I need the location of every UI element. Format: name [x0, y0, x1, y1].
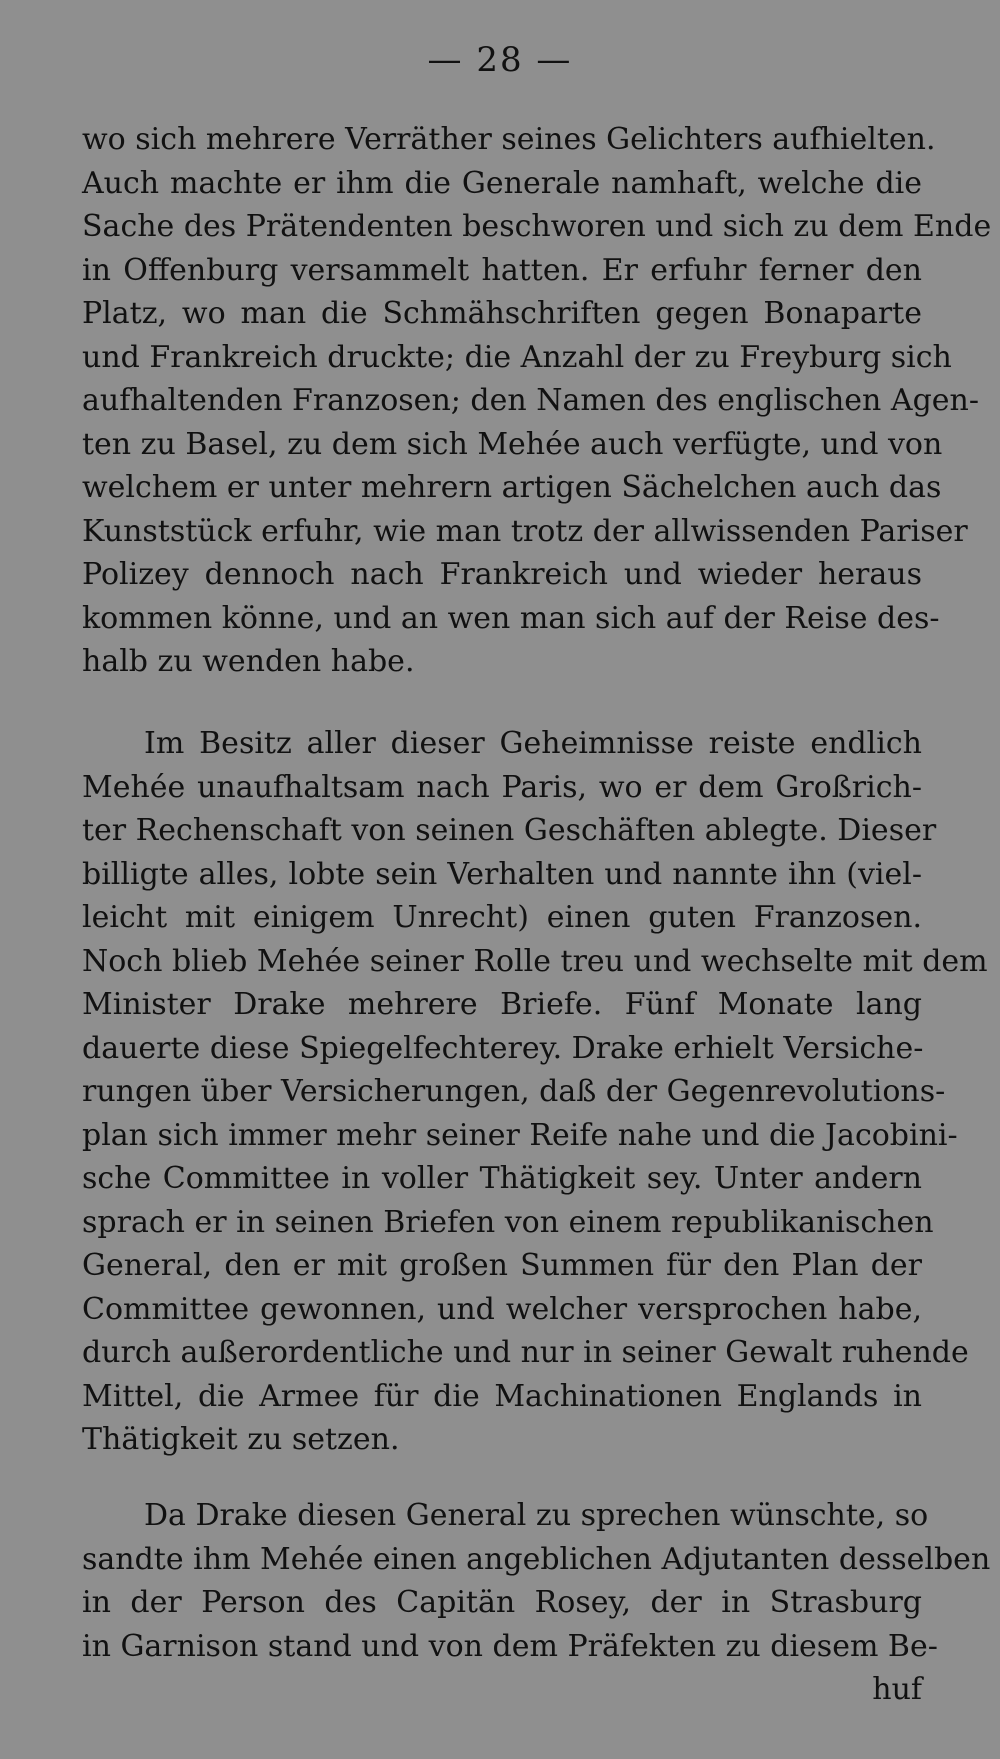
text-line: sche Committee in voller Thätigkeit sey. Unter andern [82, 1161, 922, 1196]
text-line: wo sich mehrere Verräther seines Gelichters aufhielten. [82, 122, 936, 157]
text-line: sprach er in seinen Briefen von einem republikanischen [82, 1204, 934, 1240]
text-line: billigte alles, lobte sein Verhalten und nannte ihn (viel- [82, 856, 922, 892]
text-line: plan sich immer mehr seiner Reife nahe und die Jacobini- [82, 1117, 958, 1153]
text-line: in Offenburg versammelt hatten. Er erfuhr ferner den [82, 252, 922, 288]
text-line: ten zu Basel, zu dem sich Mehée auch verfügte, und von [82, 426, 943, 462]
text-line: durch außerordentliche und nur in seiner Gewalt ruhende [82, 1335, 969, 1370]
text-line: kommen könne, und an wen man sich auf der Reise des- [82, 600, 940, 636]
page-number: — 28 — [427, 40, 573, 80]
text-line: Committee gewonnen, und welcher versprochen habe, [82, 1291, 922, 1327]
text-line: in der Person des Capitän Rosey, der in Strasburg [82, 1585, 922, 1620]
text-line: Da Drake diesen General zu sprechen wünschte, so [144, 1498, 929, 1533]
text-line: ter Rechenschaft von seinen Geschäften ablegte. Dieser [82, 813, 937, 848]
text-line: leicht mit einigem Unrecht) einen guten Franzosen. [82, 900, 922, 935]
text-line: welchem er unter mehrern artigen Sächelchen auch das [82, 470, 942, 505]
text-line: und Frankreich druckte; die Anzahl der zu Freyburg sich [82, 339, 952, 375]
text-line: Kunststück erfuhr, wie man trotz der allwissenden Pariser [82, 513, 968, 549]
paragraph-3 [82, 1494, 991, 1712]
paragraph-2 [82, 722, 988, 1462]
catchword: huf [872, 1672, 922, 1707]
text-line: Mittel, die Armee für die Machinationen Englands in [82, 1378, 922, 1414]
text-line: Mehée unaufhaltsam nach Paris, wo er dem Großrich- [82, 769, 922, 805]
text-line: Sache des Prätendenten beschworen und sich zu dem Ende [82, 209, 992, 244]
text-line: in Garnison stand und von dem Präfekten zu diesem Be- [82, 1628, 938, 1664]
text-line: Noch blieb Mehée seiner Rolle treu und wechselte mit dem [82, 943, 988, 979]
text-line: Im Besitz aller dieser Geheimnisse reiste endlich [144, 726, 922, 761]
text-line: aufhaltenden Franzosen; den Namen des englischen Agen- [82, 383, 979, 418]
text-line: Platz, wo man die Schmähschriften gegen Bonaparte [82, 296, 922, 331]
text-line: Auch machte er ihm die Generale namhaft, welche die [82, 165, 922, 201]
text-line: sandte ihm Mehée einen angeblichen Adjutanten desselben [82, 1541, 991, 1577]
text-line: General, den er mit großen Summen für den Plan der [82, 1248, 922, 1283]
text-line: Minister Drake mehrere Briefe. Fünf Monate lang [82, 987, 922, 1022]
text-line: dauerte diese Spiegelfechterey. Drake erhielt Versiche- [82, 1030, 924, 1066]
paragraph-1 [82, 118, 992, 684]
text-line: halb zu wenden habe. [82, 644, 415, 679]
text-line: Polizey dennoch nach Frankreich und wieder heraus [82, 557, 922, 592]
text-line: Thätigkeit zu setzen. [82, 1422, 400, 1457]
text-line: rungen über Versicherungen, daß der Gegenrevolutions- [82, 1074, 946, 1109]
